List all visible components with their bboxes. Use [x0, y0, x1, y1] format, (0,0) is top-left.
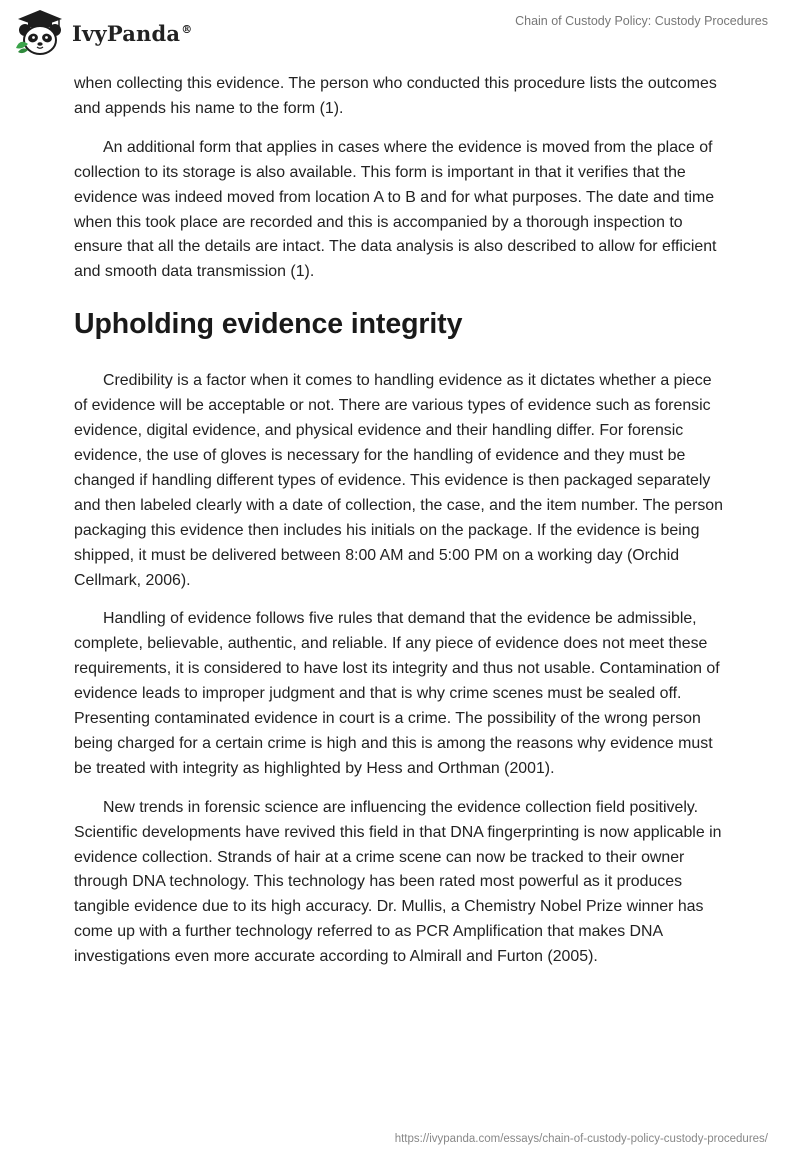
- paragraph-credibility: Credibility is a factor when it comes to handling evidence as it dictates whether a piece of evidence will be acceptable or not. There are various types of evidence such as forensic evidence, digital evidence, and physical evidence and their handling differ. For forensic evidence, the use of gloves is necessary for the handling of evidence and they must be changed if handling different types of evidence. This evidence is then packaged separately and then labeled clearly with a date of collection, the case, and the item number. The person packaging this evidence then includes his initials on the package. If the evidence is being shipped, it must be delivered between 8:00 AM and 5:00 PM on a working day (Orchid Cellmark, 2006).: [74, 372, 723, 589]
- document-title: Chain of Custody Policy: Custody Procedures: [515, 14, 768, 28]
- ivypanda-logo[interactable]: [14, 8, 192, 56]
- brand-name: IvyPanda®: [72, 20, 193, 46]
- paragraph-new-trends: New trends in forensic science are influencing the evidence collection field positively. Scientific developments have revived this field in that DNA fingerprinting is now applicable in evidence collection. Strands of hair at a crime scene can now be tracked to their owner through DNA technology. This technology has been rated most powerful as it produces tangible evidence due to its high accuracy. Dr. Mullis, a Chemistry Nobel Prize winner has come up with a further technology referred to as PCR Amplification that makes DNA investigations even more accurate according to Almirall and Furton (2005).: [74, 798, 722, 966]
- paragraph-transfer-form: An additional form that applies in cases where the evidence is moved from the place of collection to its storage is also available. This form is important in that it verifies that the evidence was indeed moved from location A to B and for what purposes. The date and time when this took place are recorded and this is accompanied by a thorough inspection to ensure that all the details are intact. The data analysis is also described to allow for efficient and smooth data transmission (1).: [74, 138, 717, 281]
- section-heading: Upholding evidence integrity: [74, 308, 463, 341]
- source-url[interactable]: https://ivypanda.com/essays/chain-of-custody-policy-custody-procedures/: [394, 1133, 768, 1145]
- registered-mark: ®: [181, 22, 193, 36]
- paragraph-five-rules: Handling of evidence follows five rules that demand that the evidence be admissible, complete, believable, authentic, and reliable. If any piece of evidence does not meet these requirements, it is considered to have lost its integrity and thus not usable. Contamination of evidence leads to improper judgment and that is why crime scenes must be sealed off. Presenting contaminated evidence in court is a crime. The possibility of the wrong person being charged for a certain crime is high and this is among the reasons why evidence must be treated with integrity as highlighted by Hess and Orthman (2001).: [74, 610, 720, 777]
- article-body: [74, 72, 726, 984]
- page-header: [0, 0, 800, 70]
- paragraph-continued: when collecting this evidence. The person who conducted this procedure lists the outcomes and appends his name to the form (1).: [74, 75, 717, 117]
- panda-logo-icon: [14, 8, 66, 56]
